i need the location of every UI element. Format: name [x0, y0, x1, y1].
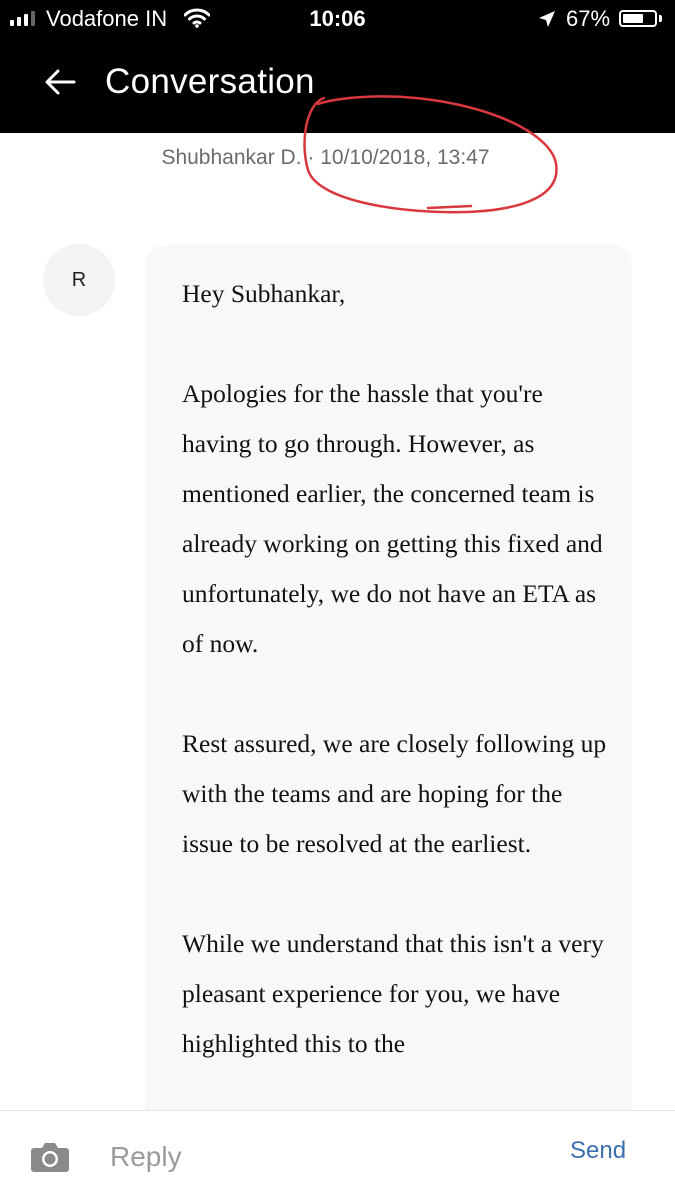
avatar-initial: R [71, 268, 87, 291]
battery-tip [659, 15, 662, 22]
avatar [43, 244, 115, 316]
message-paragraph: Rest assured, we are closely following up with the teams and are hoping for the issue to be resolved at the earliest. [182, 729, 607, 858]
camera-icon[interactable] [30, 1141, 70, 1178]
sender-name: Shubhankar D. [161, 146, 302, 169]
message-paragraph: Apologies for the hassle that you're having to go through. However, as mentioned earlier, the concerned team is already working on getting this fixed and unfortunately, we do not have an ETA as of now. [182, 379, 603, 658]
battery-icon [619, 10, 657, 27]
status-time: 10:06 [309, 6, 366, 31]
send-button[interactable]: Send [570, 1137, 627, 1164]
status-bar [0, 0, 675, 40]
message-timestamp: 10/10/2018, 13:47 [320, 146, 490, 169]
red-annotation-circle [296, 92, 566, 222]
message-paragraph: While we understand that this isn't a very pleasant experience for you, we have highlighted this to the [182, 929, 604, 1058]
message-paragraph: Hey Subhankar, [182, 279, 346, 308]
arrow-left-icon [44, 68, 76, 101]
message-body [182, 269, 607, 1069]
meta-separator: · [307, 146, 315, 169]
page-title: Conversation [105, 62, 315, 101]
back-button[interactable] [38, 62, 82, 106]
carrier-name: Vodafone IN [46, 6, 168, 31]
battery-percent: 67% [566, 6, 611, 31]
location-arrow-icon [538, 10, 556, 33]
reply-bar [0, 1110, 675, 1201]
reply-input[interactable] [100, 1135, 560, 1179]
